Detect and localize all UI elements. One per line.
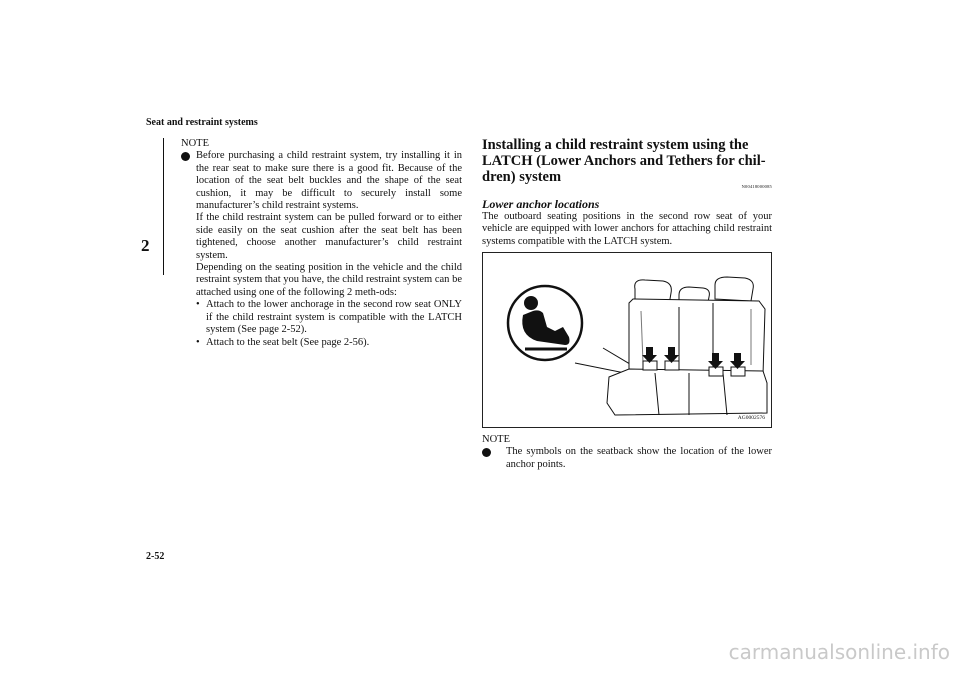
note-bullet bbox=[181, 150, 462, 349]
note-label: NOTE bbox=[181, 138, 209, 149]
right-column bbox=[482, 138, 772, 471]
seat-anchor-figure bbox=[482, 252, 772, 428]
sub-item-text: Attach to the lower anchorage in the second row seat ONLY if the child restraint system is compatible with the LATCH system (See page 2-52). bbox=[206, 299, 462, 336]
watermark: carmanualsonline.info bbox=[728, 640, 950, 664]
note-paragraph: Before purchasing a child restraint system, try installing it in the rear seat to make sure there is a good fit. Because of the location of the seat belt buckles and the shape of the seat cushion, it may be difficult to securely install some manufacturer’s child restraint systems. bbox=[196, 150, 462, 212]
body-text: The outboard seating positions in the second row seat of your vehicle are equipped with lower anchors for attaching child restraint systems compatible with the LATCH system. bbox=[482, 210, 772, 247]
section-tab-line bbox=[163, 138, 164, 275]
note-label: NOTE bbox=[482, 434, 510, 446]
bullet-dot-icon bbox=[181, 152, 190, 161]
section-code: N00418000085 bbox=[741, 184, 772, 190]
left-column bbox=[181, 138, 462, 349]
note-text: The symbols on the seatback show the location of the lower anchor points. bbox=[506, 446, 772, 470]
note-bullet bbox=[482, 446, 772, 471]
subheading: Lower anchor locations bbox=[482, 196, 600, 211]
running-header: Seat and restraint systems bbox=[146, 117, 258, 128]
sub-item-text: Attach to the seat belt (See page 2-56). bbox=[206, 336, 370, 348]
page-number: 2-52 bbox=[146, 551, 165, 562]
sub-bullet-icon: • bbox=[196, 336, 200, 348]
rear-seat-illustration bbox=[483, 253, 771, 427]
note-paragraph: If the child restraint system can be pulled forward or to either side easily on the seat cushion after the seat belt has been tightened, choose another manufacturer’s child restraint system. bbox=[196, 212, 462, 261]
note-sub-item bbox=[196, 299, 462, 336]
bullet-dot-icon bbox=[482, 448, 491, 457]
figure-code: AG0002576 bbox=[737, 414, 765, 421]
note-paragraph: Depending on the seating position in the vehicle and the child restraint system that you have, the child restraint system can be attached using one of the following 2 meth-ods: bbox=[196, 262, 462, 298]
sub-bullet-icon: • bbox=[196, 299, 200, 311]
section-title: Installing a child restraint system using the LATCH (Lower Anchors and Tethers for chil-dren) system bbox=[482, 137, 766, 185]
note-sub-item bbox=[196, 337, 462, 349]
section-tab-number: 2 bbox=[141, 236, 150, 255]
